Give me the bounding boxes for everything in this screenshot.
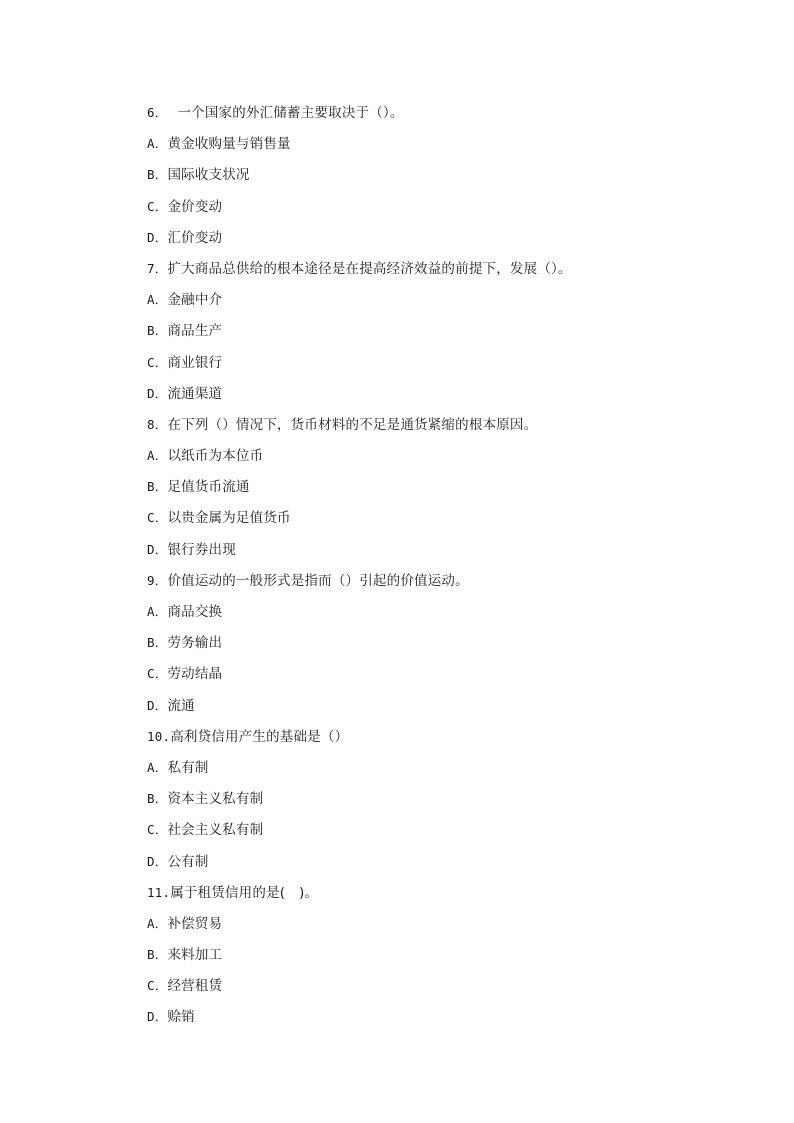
option-letter: C．	[147, 198, 168, 214]
question-number: 11.	[147, 884, 171, 900]
option-text: 金融中介	[167, 292, 223, 309]
question-10-option-c	[147, 816, 707, 847]
question-6-option-b	[147, 161, 707, 192]
question-9-option-b	[147, 629, 707, 660]
option-text: 公有制	[167, 853, 209, 870]
question-number: 8．	[147, 416, 168, 432]
option-text: 汇价变动	[167, 229, 223, 246]
option-letter: D．	[147, 1009, 168, 1025]
option-text: 商品生产	[167, 323, 223, 340]
question-8-option-d	[147, 536, 707, 567]
question-10-option-b	[147, 785, 707, 816]
question-number: 6．	[147, 105, 168, 120]
option-letter: C．	[147, 666, 168, 682]
option-text: 银行券出现	[167, 541, 236, 558]
option-text: 劳动结晶	[167, 666, 223, 683]
option-text: 劳务输出	[167, 635, 223, 652]
option-text: 商品交换	[167, 604, 223, 620]
option-letter: C．	[147, 978, 168, 994]
option-text: 来料加工	[167, 947, 223, 964]
question-9-stem	[147, 567, 707, 598]
question-8-option-b	[147, 473, 707, 504]
option-text: 流通	[167, 697, 195, 714]
option-text: 金价变动	[167, 198, 223, 215]
question-9-option-a	[147, 598, 707, 629]
option-letter: D．	[147, 229, 168, 245]
option-text: 流通渠道	[167, 385, 223, 402]
option-letter: B．	[147, 479, 168, 495]
question-9-option-d	[147, 692, 707, 723]
option-letter: C．	[147, 510, 168, 526]
option-text: 以纸币为本位币	[167, 448, 264, 465]
option-letter: B．	[147, 791, 168, 807]
option-letter: A．	[147, 604, 168, 619]
option-text: 赊销	[167, 1009, 195, 1026]
option-letter: A．	[147, 759, 168, 775]
option-letter: D．	[147, 541, 168, 557]
question-text: 在下列（）情况下，货币材料的不足是通货紧缩的根本原因。	[167, 416, 538, 433]
question-6-option-a	[147, 130, 707, 161]
question-11-option-d	[147, 1003, 707, 1034]
option-letter: B．	[147, 635, 168, 651]
question-11-option-b	[147, 941, 707, 972]
question-10-option-d	[147, 848, 707, 879]
question-text: 一个国家的外汇储蓄主要取决于（）。	[177, 105, 404, 121]
question-6-option-d	[147, 224, 707, 255]
option-letter: B．	[147, 323, 168, 339]
option-text: 商业银行	[167, 354, 223, 371]
question-list	[147, 99, 707, 1035]
question-number: 9．	[147, 572, 168, 588]
option-letter: A．	[147, 136, 168, 152]
option-text: 私有制	[167, 759, 209, 776]
question-11-option-c	[147, 972, 707, 1003]
option-letter: D．	[147, 697, 168, 713]
option-text: 资本主义私有制	[167, 791, 264, 808]
option-letter: C．	[147, 354, 168, 370]
question-6-option-c	[147, 193, 707, 224]
option-text: 足值货币流通	[167, 479, 250, 496]
option-letter: A．	[147, 292, 168, 308]
question-7-option-a	[147, 286, 707, 317]
question-7-stem	[147, 255, 707, 286]
option-letter: B．	[147, 947, 168, 963]
option-text: 黄金收购量与销售量	[167, 136, 291, 153]
option-letter: C．	[147, 822, 168, 838]
question-text: 价值运动的一般形式是指而（）引起的价值运动。	[167, 572, 469, 589]
question-8-option-c	[147, 504, 707, 535]
question-10-option-a	[147, 754, 707, 785]
option-letter: D．	[147, 853, 168, 869]
question-11-option-a	[147, 910, 707, 941]
question-11-stem	[147, 879, 707, 910]
option-text: 国际收支状况	[167, 167, 250, 184]
question-10-stem	[147, 723, 707, 754]
option-letter: D．	[147, 385, 168, 401]
question-8-stem	[147, 411, 707, 442]
option-text: 补偿贸易	[167, 915, 223, 932]
question-number: 7．	[147, 260, 168, 276]
option-letter: A．	[147, 915, 168, 931]
option-text: 社会主义私有制	[167, 822, 264, 839]
option-text: 以贵金属为足值货币	[167, 510, 291, 527]
question-text: 高利贷信用产生的基础是（）	[170, 728, 349, 745]
question-7-option-d	[147, 380, 707, 411]
question-6-stem	[147, 99, 707, 130]
question-7-option-b	[147, 317, 707, 348]
question-text: 扩大商品总供给的根本途径是在提高经济效益的前提下，发展（）。	[167, 260, 572, 277]
question-8-option-a	[147, 442, 707, 473]
option-text: 经营租赁	[167, 978, 223, 995]
option-letter: A．	[147, 448, 168, 464]
question-7-option-c	[147, 349, 707, 380]
option-letter: B．	[147, 167, 168, 183]
question-text: 属于租赁信用的是( )。	[170, 884, 319, 901]
question-number: 10.	[147, 728, 171, 744]
question-9-option-c	[147, 660, 707, 691]
